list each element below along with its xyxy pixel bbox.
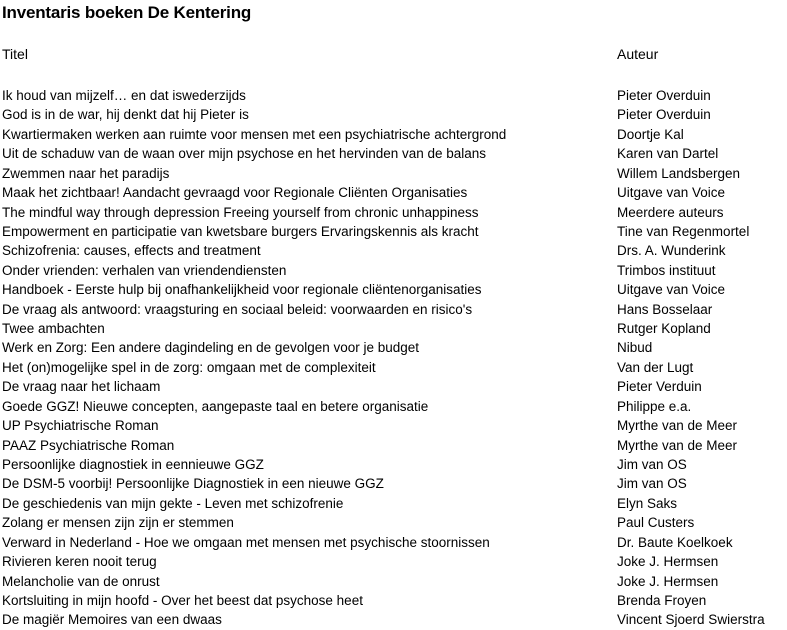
book-title-cell: Rivieren keren nooit terug — [2, 554, 157, 570]
column-header-row — [2, 46, 785, 62]
book-title-cell: Schizofrenia: causes, effects and treatment — [2, 243, 261, 259]
column-header-auteur: Auteur — [617, 46, 659, 62]
book-author-cell: Tine van Regenmortel — [617, 223, 750, 239]
book-author-cell: Uitgave van Voice — [617, 185, 726, 201]
book-author-cell: Rutger Kopland — [617, 321, 711, 337]
book-author-cell: Vincent Sjoerd Swierstra — [617, 612, 765, 628]
table-row — [2, 280, 785, 299]
table-row — [2, 164, 785, 183]
book-title-cell: Onder vrienden: verhalen van vriendendiensten — [2, 262, 287, 278]
book-title-cell: De geschiedenis van mijn gekte - Leven met schizofrenie — [2, 495, 344, 511]
table-row — [2, 338, 785, 357]
book-title-cell: Empowerment en participatie van kwetsbare burgers Ervaringskennis als kracht — [2, 223, 479, 239]
table-row — [2, 591, 785, 610]
book-title-cell: UP Psychiatrische Roman — [2, 418, 159, 434]
table-row — [2, 397, 785, 416]
table-row — [2, 552, 785, 571]
book-title-cell: Goede GGZ! Nieuwe concepten, aangepaste taal en betere organisatie — [2, 398, 429, 414]
book-author-cell: Jim van OS — [617, 457, 687, 473]
book-author-cell: Elyn Saks — [617, 495, 678, 511]
book-title-cell: Uit de schaduw van de waan over mijn psychose en het hervinden van de balans — [2, 146, 487, 162]
table-row — [2, 377, 785, 396]
book-title-cell: De magiër Memoires van een dwaas — [2, 612, 222, 628]
book-author-cell: Nibud — [617, 340, 653, 356]
book-title-cell: Persoonlijke diagnostiek in eennieuwe GGZ — [2, 457, 264, 473]
table-row — [2, 416, 785, 435]
book-author-cell: Meerdere auteurs — [617, 204, 724, 220]
table-row — [2, 86, 785, 105]
book-author-cell: Pieter Overduin — [617, 107, 711, 123]
book-author-cell: Pieter Overduin — [617, 88, 711, 103]
book-title-cell: Ik houd van mijzelf… en dat iswederzijds — [2, 88, 246, 103]
table-row — [2, 222, 785, 241]
book-author-cell: Paul Custers — [617, 515, 695, 531]
book-title-cell: Melancholie van de onrust — [2, 573, 160, 589]
table-row — [2, 474, 785, 493]
book-author-cell: Dr. Baute Koelkoek — [617, 534, 733, 550]
book-author-cell: Van der Lugt — [617, 359, 694, 375]
book-title-cell: De DSM-5 voorbij! Persoonlijke Diagnostiek in een nieuwe GGZ — [2, 476, 384, 492]
book-author-cell: Philippe e.a. — [617, 398, 692, 414]
book-author-cell: Joke J. Hermsen — [617, 573, 719, 589]
table-row — [2, 436, 785, 455]
table-row — [2, 610, 785, 629]
table-row — [2, 358, 785, 377]
book-author-cell: Myrthe van de Meer — [617, 437, 738, 453]
table-row — [2, 300, 785, 319]
book-author-cell: Joke J. Hermsen — [617, 554, 719, 570]
column-header-titel: Titel — [2, 46, 28, 62]
table-row — [2, 144, 785, 163]
book-title-cell: Handboek - Eerste hulp bij onafhankelijkheid voor regionale cliëntenorganisaties — [2, 282, 482, 298]
book-author-cell: Jim van OS — [617, 476, 687, 492]
book-title-cell: The mindful way through depression Freeing yourself from chronic unhappiness — [2, 204, 479, 220]
table-row — [2, 241, 785, 260]
book-author-cell: Brenda Froyen — [617, 592, 707, 608]
book-title-cell: Maak het zichtbaar! Aandacht gevraagd voor Regionale Cliënten Organisaties — [2, 185, 468, 201]
table-row — [2, 125, 785, 144]
book-title-cell: Het (on)mogelijke spel in de zorg: omgaan met de complexiteit — [2, 359, 376, 375]
page-title: Inventaris boeken De Kentering — [2, 3, 252, 22]
book-author-cell: Karen van Dartel — [617, 146, 719, 162]
book-author-cell: Doortje Kal — [617, 126, 684, 142]
book-author-cell: Drs. A. Wunderink — [617, 243, 726, 259]
book-title-cell: Twee ambachten — [2, 321, 105, 337]
table-row — [2, 105, 785, 124]
book-author-cell: Hans Bosselaar — [617, 301, 713, 317]
table-row — [2, 572, 785, 591]
book-title-cell: Kortsluiting in mijn hoofd - Over het beest dat psychose heet — [2, 592, 363, 608]
table-row — [2, 319, 785, 338]
table-row — [2, 261, 785, 280]
book-author-cell: Trimbos instituut — [617, 262, 716, 278]
book-title-cell: Zwemmen naar het paradijs — [2, 165, 170, 181]
book-title-cell: Verward in Nederland - Hoe we omgaan met mensen met psychische stoornissen — [2, 534, 490, 550]
table-row — [2, 455, 785, 474]
table-row — [2, 513, 785, 532]
book-title-cell: De vraag als antwoord: vraagsturing en sociaal beleid: voorwaarden en risico's — [2, 301, 473, 317]
book-author-cell: Myrthe van de Meer — [617, 418, 738, 434]
table-row — [2, 494, 785, 513]
book-title-cell: PAAZ Psychiatrische Roman — [2, 437, 175, 453]
book-author-cell: Willem Landsbergen — [617, 165, 741, 181]
book-title-cell: De vraag naar het lichaam — [2, 379, 161, 395]
book-list — [2, 86, 785, 630]
book-title-cell: Kwartiermaken werken aan ruimte voor mensen met een psychiatrische achtergrond — [2, 126, 507, 142]
book-title-cell: Werk en Zorg: Een andere dagindeling en de gevolgen voor je budget — [2, 340, 420, 356]
table-row — [2, 183, 785, 202]
table-row — [2, 533, 785, 552]
book-title-cell: Zolang er mensen zijn zijn er stemmen — [2, 515, 234, 531]
book-author-cell: Pieter Verduin — [617, 379, 702, 395]
book-author-cell: Uitgave van Voice — [617, 282, 726, 298]
table-row — [2, 203, 785, 222]
book-title-cell: God is in de war, hij denkt dat hij Pieter is — [2, 107, 249, 123]
